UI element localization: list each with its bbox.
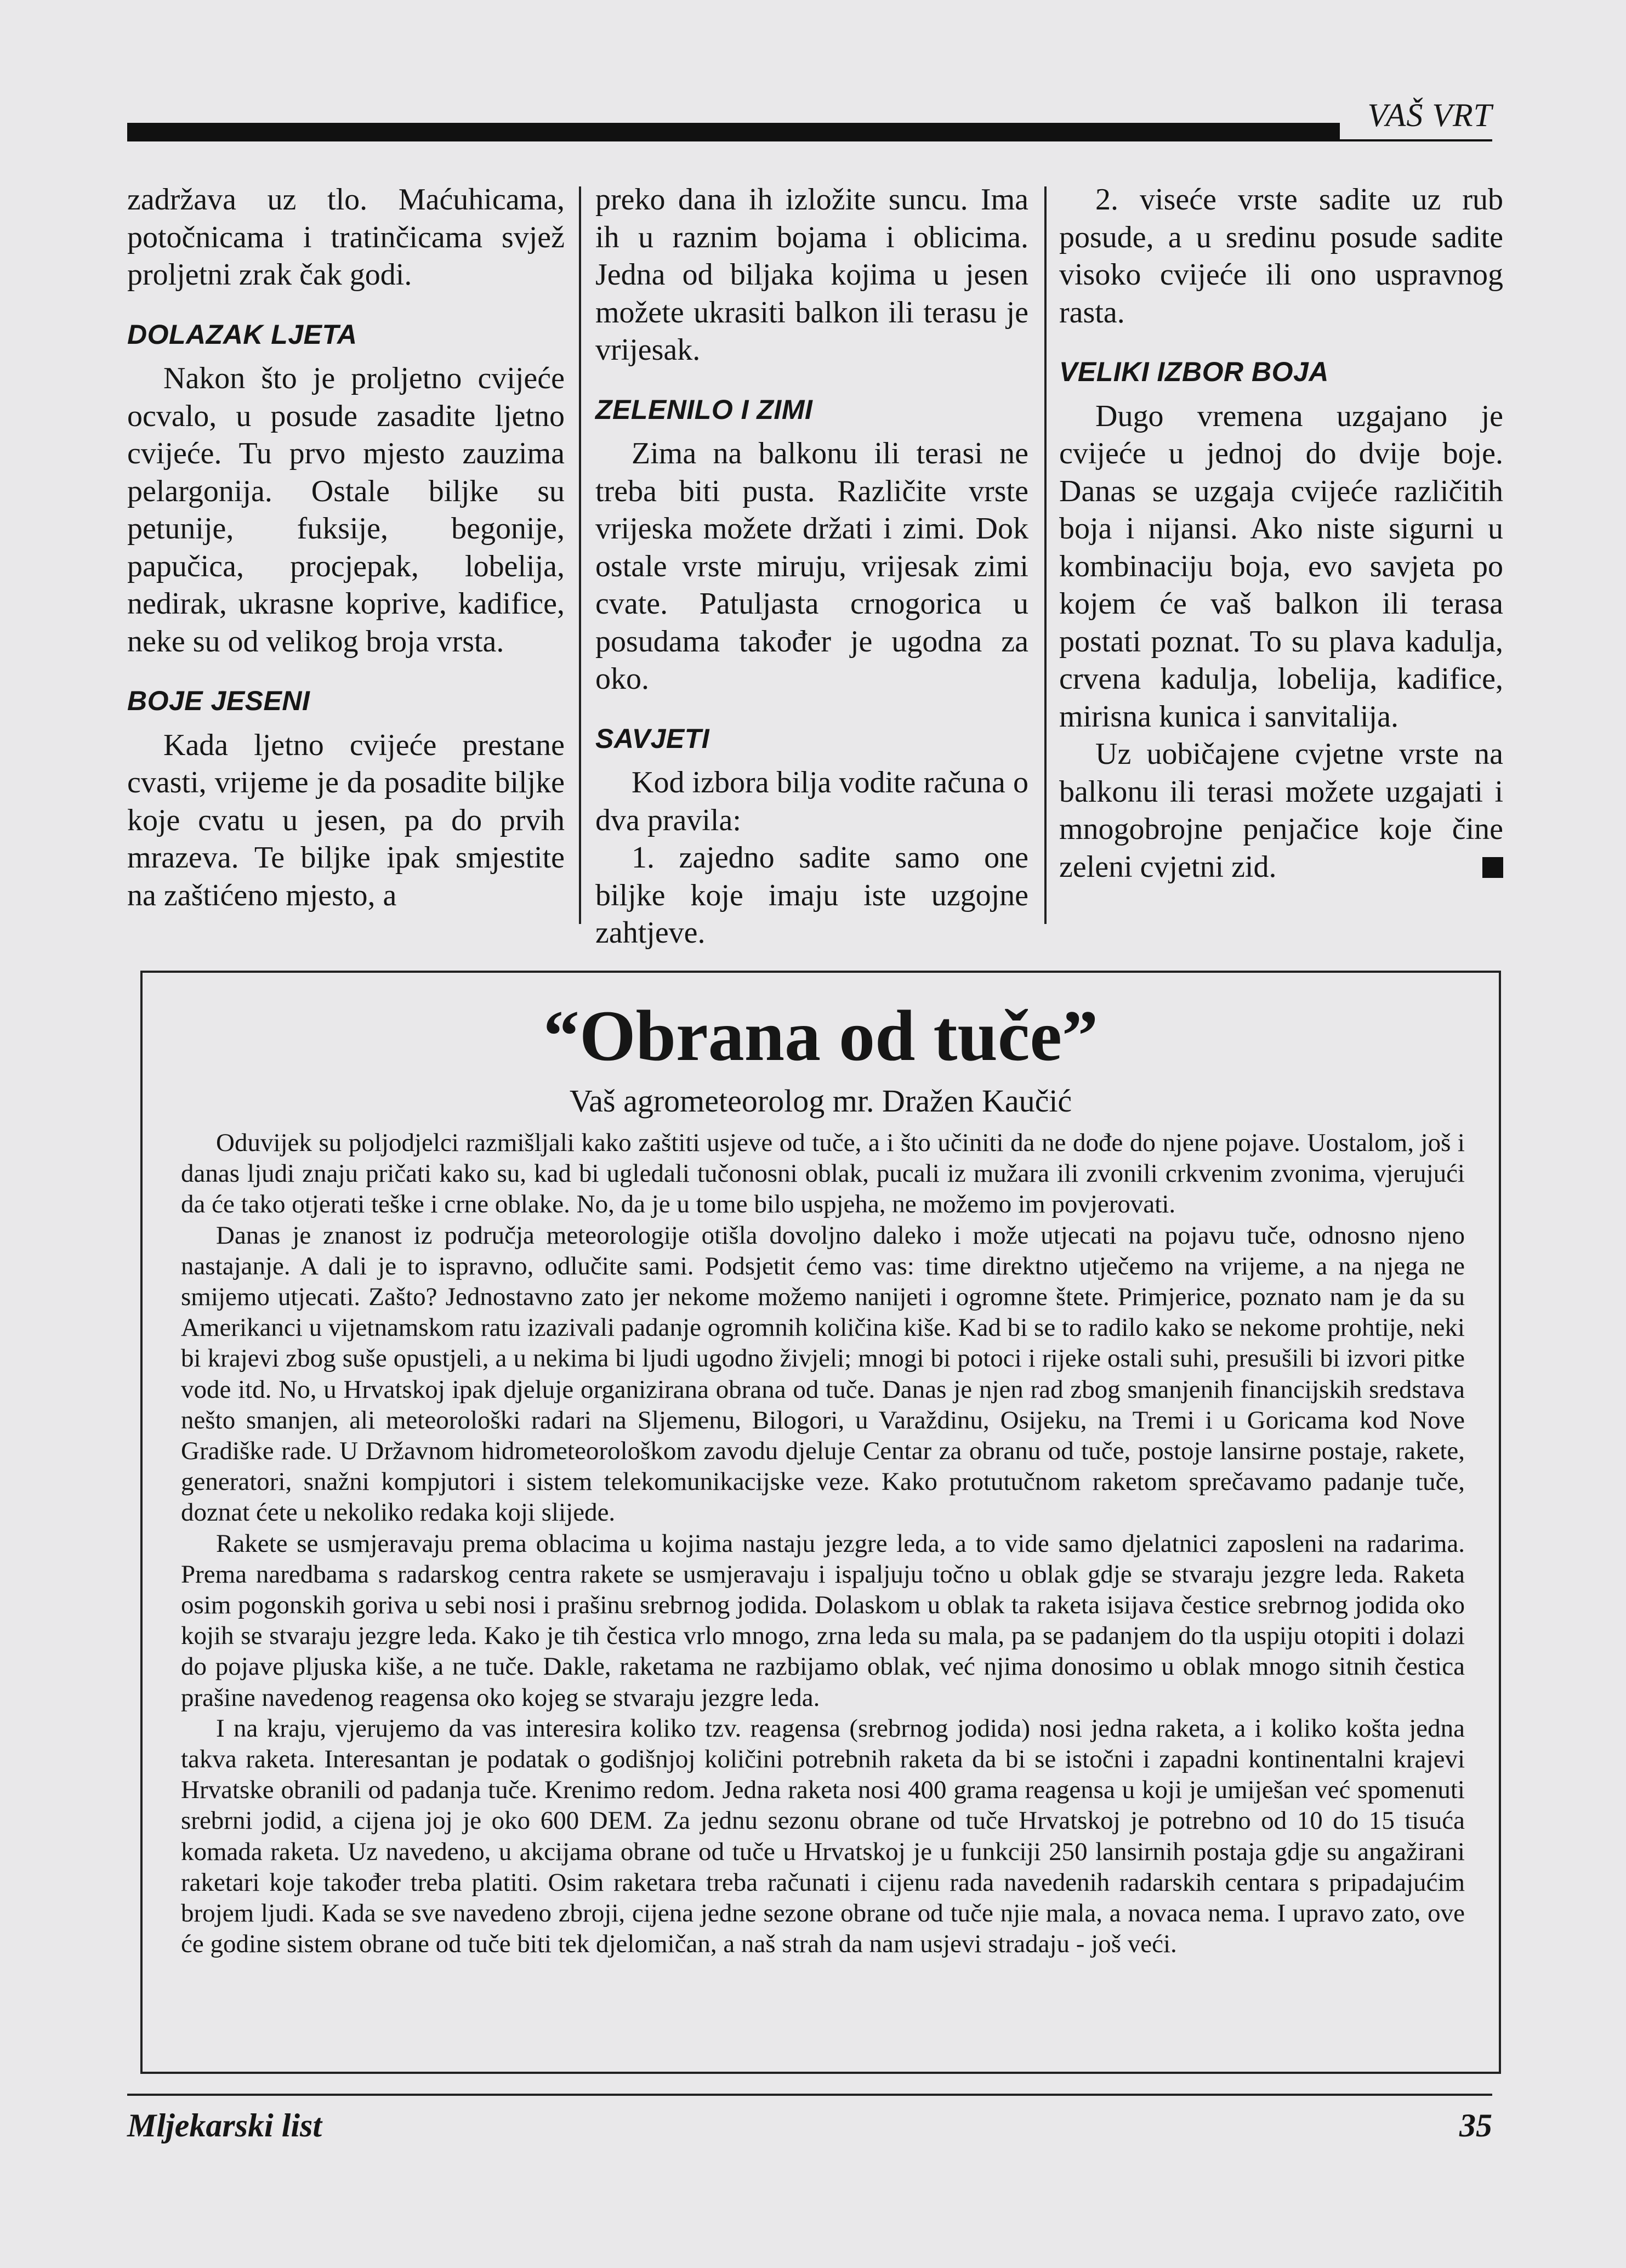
paragraph: 1. zajedno sadite samo one biljke koje imaju iste uzgojne zahtjeve. xyxy=(595,841,1028,950)
article-byline: Vaš agrometeorolog mr. Dražen Kaučić xyxy=(569,1083,1072,1119)
paragraph: preko dana ih izložite suncu. Ima ih u raznim bojama i oblicima. Jedna od biljaka kojima u jesen možete ukrasiti balkon ili terasu je vrijesak. xyxy=(595,183,1028,367)
subheading-zelenilo-i-zimi: ZELENILO I ZIMI xyxy=(595,394,813,425)
paragraph: I na kraju, vjerujemo da vas interesira koliko tzv. reagensa (srebrnog jodida) nosi jedna raketa, a i koliko košta jedna takva raketa. Interesantan je podatak o godišnjoj količini potrebnih raketa da bi se istočni i zapadni kontinentalni krajevi Hrvatske obranili od padanja tuče. Krenimo redom. Jedna raketa nosi 400 grama reagensa u koji je umiješan već spomenuti srebrni jodid, a cijena joj je oko 600 DEM. Za jednu sezonu obrane od tuče Hrvatskoj je potrebno od 10 do 15 tisuća komada raketa. Uz navedeno, u akcijama obrane od tuče u Hrvatskoj je u funkciji 250 lansirnih postaja gdje su angažirani raketari koje također treba platiti. Osim raketara treba računati i cijenu rada navedenih radarskih centara s pripadajućim brojem ljudi. Kada se sve navedeno zbroji, cijena jedne sezone obrane od tuče njie mala, a novaca nema. I upravo zato, ove će godine sistem obrane od tuče biti tek djelomičan, a naš strah da nam usjevi stradaju - još veći. xyxy=(181,1714,1465,1959)
paragraph: Rakete se usmjeravaju prema oblacima u kojima nastaju jezgre leda, a to vide samo djelatnici zaposleni na radarima. Prema naredbama s radarskog centra rakete se usmjeravaju i ispaljuju točno u oblak gdje se stvaraju jezgre leda. Raketa osim pogonskih goriva u sebi nosi i prašinu srebrnog jodida. Dolaskom u oblak ta raketa isijava čestice srebrnog jodida oko kojih se stvaraju jezgre leda. Kako je tih čestica vrlo mnogo, zrna leda su mala, pa se padanjem do tla uspiju otopiti i dolazi do pojave pljuska kiše, a ne tuče. Dakle, raketama ne razbijamo oblak, već njima donosimo u oblak mnogo sitnih čestica prašine navedenog reagensa oko kojeg se stvaraju jezgre leda. xyxy=(181,1529,1465,1712)
paragraph: 2. viseće vrste sadite uz rub posude, a u sredinu posude sadite visoko cvijeće ili ono uspravnog rasta. xyxy=(1059,183,1503,330)
paragraph: Kod izbora bilja vodite računa o dva pravila: xyxy=(595,766,1028,837)
article-body xyxy=(181,1127,1465,1959)
article-title: “Obrana od tuče” xyxy=(543,995,1099,1076)
paragraph: Oduvijek su poljodjelci razmišljali kako zaštiti usjeve od tuče, a i što učiniti da ne dođe do njene pojave. Uostalom, još i danas ljudi znaju pričati kako su, kad bi ugledali tučonosni oblak, pucali iz mužara ili zvonili crkvenim zvonima, vjerujući da će tako otjerati teške i crne oblake. No, da je u tome bilo uspjeha, ne možemo im povjerovati. xyxy=(181,1129,1465,1219)
publication-name: Mljekarski list xyxy=(127,2107,322,2144)
column-1 xyxy=(127,181,565,932)
section-title: VAŠ VRT xyxy=(1367,97,1492,133)
column-divider xyxy=(1044,186,1047,924)
subheading-dolazak-ljeta: DOLAZAK LJETA xyxy=(127,319,357,350)
paragraph: Danas je znanost iz područja meteorologije otišla dovoljno daleko i može utjecati na pojavu tuče, odnosno njeno nastajanje. A dali je to ispravno, odlučite sami. Podsjetit ćemo vas: time direktno utječemo na vrijeme, a na njega ne smijemo utjecati. Zašto? Jednostavno zato jer nekome možemo nanijeti i ogromne štete. Primjerice, poznato nam je da su Amerikanci u vijetnamskom ratu izazivali padanje ogromnih količina kiše. Kad bi se to radilo kako se nekome prohtije, neki bi krajevi zbog suše opustjeli, a u nekima bi ljudi ugodno živjeli; mnogi bi potoci i rijeke ostali suhi, presušili bi izvori pitke vode itd. No, u Hrvatskoj ipak djeluje organizirana obrana od tuče. Danas je njen rad zbog smanjenih financijskih sredstava nešto smanjen, ali meteorološki radari na Sljemenu, Bilogori, u Varaždinu, Osijeku, na Tremi i u Goricama kod Nove Gradiške rade. U Državnom hidrometeorološkom zavodu djeluje Centar za obranu od tuče, postoje lansirne postaje, rakete, generatori, snažni kompjutori i sistem telekomunikacijske veze. Kako protutučnom raketom sprečavamo padanje tuče, doznat ćete u nekoliko redaka koji slijede. xyxy=(181,1221,1465,1527)
subheading-boje-jeseni: BOJE JESENI xyxy=(127,685,310,716)
footer-rule xyxy=(127,2094,1492,2096)
subheading-savjeti: SAVJETI xyxy=(595,723,710,754)
paragraph: Dugo vremena uzgajano je cvijeće u jednoj do dvije boje. Danas se uzgaja cvijeće različitih boja i nijansi. Ako niste sigurni u kombinaciju boja, evo savjeta po kojem će vaš balkon ili terasa postati poznat. To su plava kadulja, crvena kadulja, lobelija, kadifice, mirisna kunica i sanvitalija. xyxy=(1059,399,1503,734)
paragraph: Nakon što je proljetno cvijeće ocvalo, u posude zasadite ljetno cvijeće. Tu prvo mjesto zauzima pelargonija. Ostale biljke su petunije, fuksije, begonije, papučica, procjepak, lobelija, nedirak, ukrasne koprive, kadifice, neke su od velikog broja vrsta. xyxy=(127,361,565,659)
header-bar xyxy=(127,123,1340,140)
paragraph: zadržava uz tlo. Maćuhicama, potočnicama i tratinčicama svjež proljetni zrak čak godi. xyxy=(127,183,565,292)
column-3 xyxy=(1059,181,1503,932)
paragraph: Kada ljetno cvijeće prestane cvasti, vrijeme je da posadite biljke koje cvatu u jesen, pa do prvih mrazeva. Te biljke ipak smjestite na zaštićeno mjesto, a xyxy=(127,728,565,912)
end-of-article-square-icon xyxy=(1482,857,1503,878)
column-divider xyxy=(579,186,581,924)
header-rule xyxy=(127,139,1492,141)
paragraph: Uz uobičajene cvjetne vrste na balkonu ili terasi možete uzgajati i mnogobrojne penjačice koje čine zeleni cvjetni zid. xyxy=(1059,737,1503,884)
paragraph: Zima na balkonu ili terasi ne treba biti pusta. Različite vrste vrijeska možete držati i zimi. Dok ostale vrste miruju, vrijesak zimi cvate. Patuljasta crnogorica u posudama također je ugodna za oko. xyxy=(595,436,1028,696)
subheading-veliki-izbor-boja: VELIKI IZBOR BOJA xyxy=(1059,356,1329,387)
column-2 xyxy=(595,181,1028,950)
page-number: 35 xyxy=(1459,2107,1492,2144)
boxed-article xyxy=(140,971,1501,2074)
